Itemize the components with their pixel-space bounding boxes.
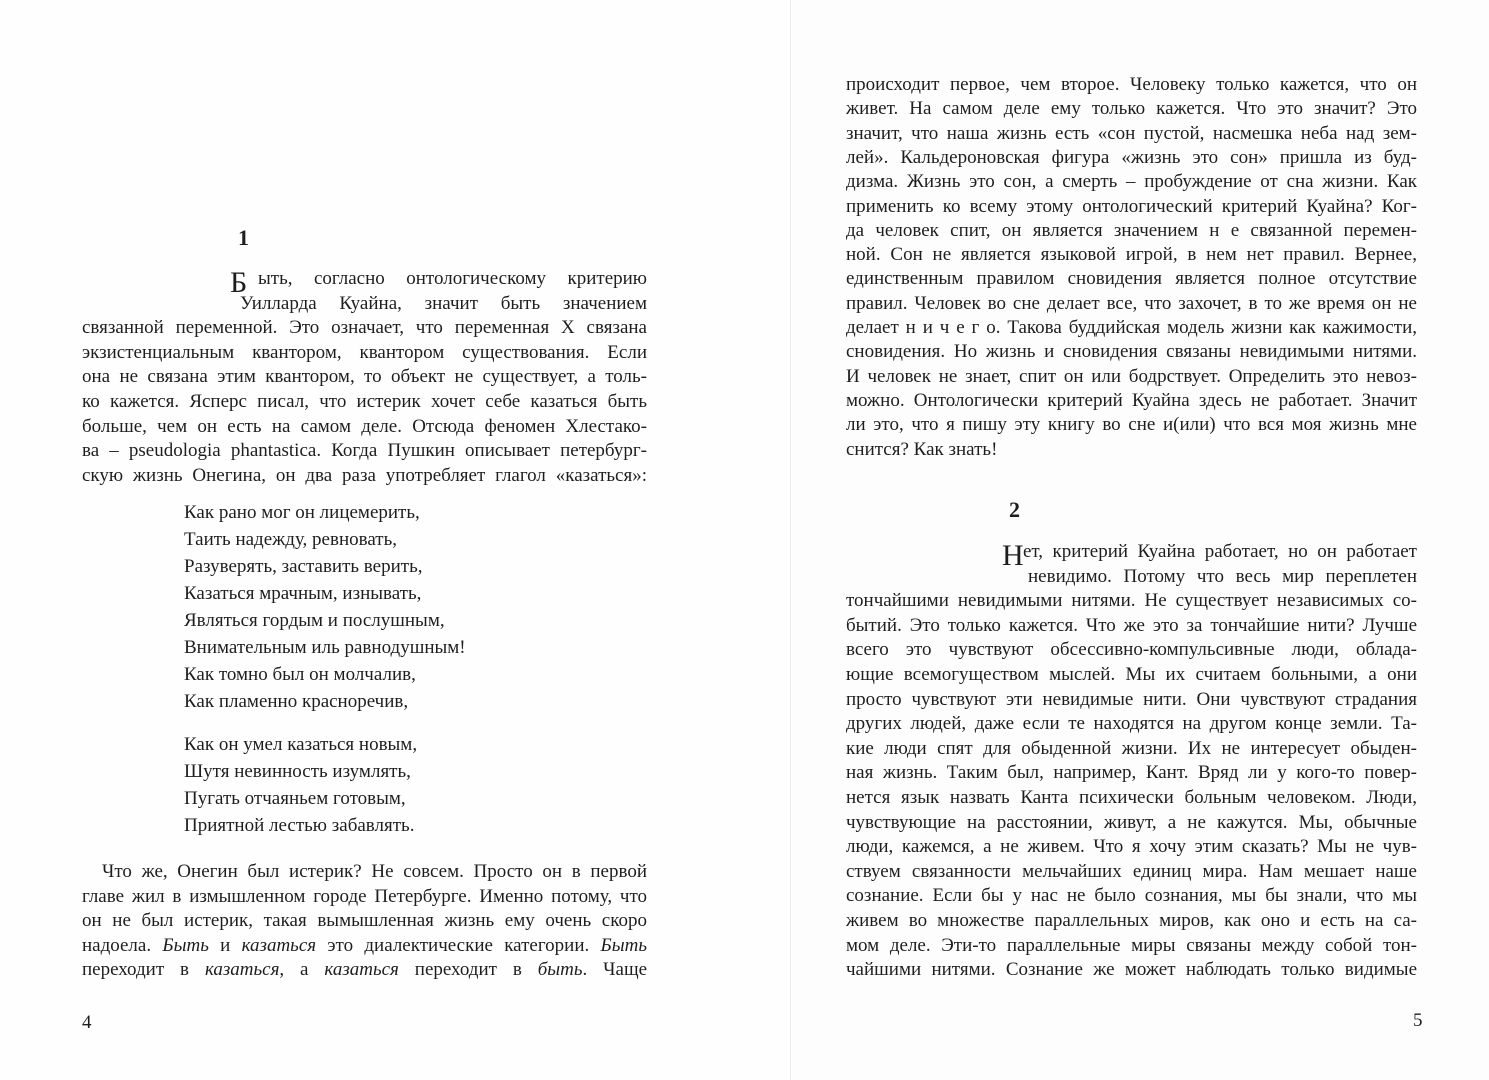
text-segment: он не был истерик, такая вымышленная жизнь ему очень скоро [82,910,647,932]
text-line: ющие всемогуществом мыслей. Мы их считаем больными, а они [846,664,1417,685]
text-line [82,934,647,958]
text-line: тончайшими невидимыми нитями. Не существует независимых со- [846,590,1417,612]
italic-text: Быть [600,934,647,956]
chapter-heading: 1 [238,225,249,250]
poem-line: Как он умел казаться новым, [184,734,418,755]
text-line: кие люди спят для обыденной жизни. Их не интересует обыден- [846,737,1417,759]
text-line: живет. На самом деле ему только кажется. Что это значит? Это [846,98,1417,120]
text-line: чайшими нитями. Сознание же может наблюдать только видимые [846,959,1417,981]
page-number: 5 [1413,1010,1423,1031]
text-line: всего это чувствуют обсессивно-компульсивные люди, облада- [846,639,1417,661]
poem-line: Разуверять, заставить верить, [184,556,423,577]
italic-text: казаться [204,959,280,981]
text-line: снится? Как знать! [846,438,998,460]
text-line: мом деле. Эти-то параллельные миры связаны между собой тон- [846,934,1417,956]
text-line: единственным правилом сновидения является полное отсутствие [846,268,1417,290]
text-segment: , а [279,959,325,981]
text-line [102,860,647,884]
right-page [790,0,1489,1080]
poem-line: Являться гордым и послушным, [184,610,445,631]
text-line: чувствующие на расстоянии, живут, а не кажутся. Мы, обычные [846,811,1417,833]
text-segment: надоела. [82,934,163,956]
poem-line: Шутя невинность изумлять, [184,761,411,782]
text-line: бытий. Это только кажется. Что же это за тончайшие нити? Лучше [846,614,1417,636]
text-line: невидимо. Потому что весь мир переплетен [1028,565,1417,587]
text-line: ствуем связанности мельчайших единиц мира. Нам мешает наше [846,860,1417,882]
text-line: значит, что наша жизнь есть «сон пустой, насмешка неба над зем- [846,122,1417,144]
text-line: применить ко всему этому онтологический критерий Куайна? Ког- [846,195,1417,217]
text-line: других людей, даже если те находятся на другом конце земли. Та- [846,713,1417,735]
text-line: дизма. Жизнь это сон, а смерть – пробуждение от сна жизни. Как [846,171,1417,193]
drop-cap: Н [1002,539,1024,572]
text-line [82,885,647,909]
text-line: И человек не знает, спит он или бодрствует. Определить это невоз- [846,365,1417,387]
italic-text: казаться [324,959,399,981]
text-line: делает н и ч е г о. Такова буддийская модель жизни как кажимости, [846,317,1417,338]
text-line: связанной переменной. Это означает, что переменная X связана [82,317,647,339]
text-line: Уилларда Куайна, значит быть значением [240,292,647,314]
text-line: живем во множестве параллельных миров, как оно и есть на са- [846,910,1417,931]
text-line: правил. Человек во сне делает все, что захочет, в то же время он не [846,292,1417,314]
text-line: ко кажется. Ясперс писал, что истерик хочет себе казаться быть [82,391,647,412]
text-segment: Что же, Онегин был истерик? Не совсем. Просто он в первой [102,861,647,882]
text-line: ная жизнь. Таким был, например, Кант. Вряд ли у кого-то повер- [846,762,1417,784]
text-line: происходит первое, чем второе. Человеку только кажется, что он [846,74,1417,95]
italic-text: казаться [241,934,317,956]
text-segment: главе жил в измышленном городе Петербурге. Именно потому, что [82,885,647,907]
poem-line: Казаться мрачным, изнывать, [184,583,422,604]
text-segment: это диалектические категории. [316,934,601,956]
text-line: ной. Сон не является языковой игрой, в нем нет правил. Вернее, [846,244,1417,266]
text-line: ет, критерий Куайна работает, но он работает [1023,541,1417,562]
text-line: больше, чем он есть на самом деле. Отсюда феномен Хлестако- [82,415,647,437]
drop-cap: Б [230,266,248,299]
text-line: ыть, согласно онтологическому критерию [258,268,647,289]
text-line: лей». Кальдероновская фигура «жизнь это сон» пришла из буд- [846,146,1417,168]
text-line: сознание. Если бы у нас не было сознания, мы бы знали, что мы [846,885,1417,907]
text-line: нется язык назвать Канта психически больным человеком. Люди, [846,787,1417,808]
text-line: ли это, что я пишу эту книгу во сне и(или) что вся моя жизнь мне [846,414,1417,436]
italic-text: быть [537,959,583,981]
text-segment: и [208,934,242,956]
text-line: сновидения. Но жизнь и сновидения связаны невидимыми нитями. [846,341,1417,363]
poem-line: Как рано мог он лицемерить, [184,502,420,523]
text-line [82,909,647,933]
page-number: 4 [82,1012,92,1033]
text-line: она не связана этим квантором, то объект не существует, а толь- [82,366,647,388]
text-line: люди, кажемся, а не живем. Что я хочу этим сказать? Мы не чув- [846,836,1417,858]
text-line: да человек спит, он является значением н е связанной перемен- [846,219,1417,241]
text-line: просто чувствуют эти невидимые нити. Они чувствуют страдания [846,688,1417,710]
text-segment: переходит в [82,959,205,981]
chapter-heading: 2 [1009,497,1020,522]
text-segment: . Чаще [582,959,648,981]
poem-line: Таить надежду, ревновать, [184,529,397,550]
text-line [82,958,647,982]
italic-text: Быть [162,934,209,956]
text-line: скую жизнь Онегина, он два раза употребляет глагол «казаться»: [82,464,647,486]
poem-line: Как пламенно красноречив, [184,691,409,712]
poem-line: Приятной лестью забавлять. [184,815,415,836]
text-line: можно. Онтологически критерий Куайна здесь не работает. Значит [846,389,1417,411]
text-line: экзистенциальным квантором, квантором существования. Если [82,341,647,363]
poem-line: Как томно был он молчалив, [184,664,416,685]
poem-line: Пугать отчаяньем готовым, [184,788,406,809]
text-line: ва – pseudologia phantastica. Когда Пушкин описывает петербург- [82,440,647,462]
text-segment: переходит в [398,959,538,981]
poem-line: Внимательным иль равнодушным! [184,637,466,658]
